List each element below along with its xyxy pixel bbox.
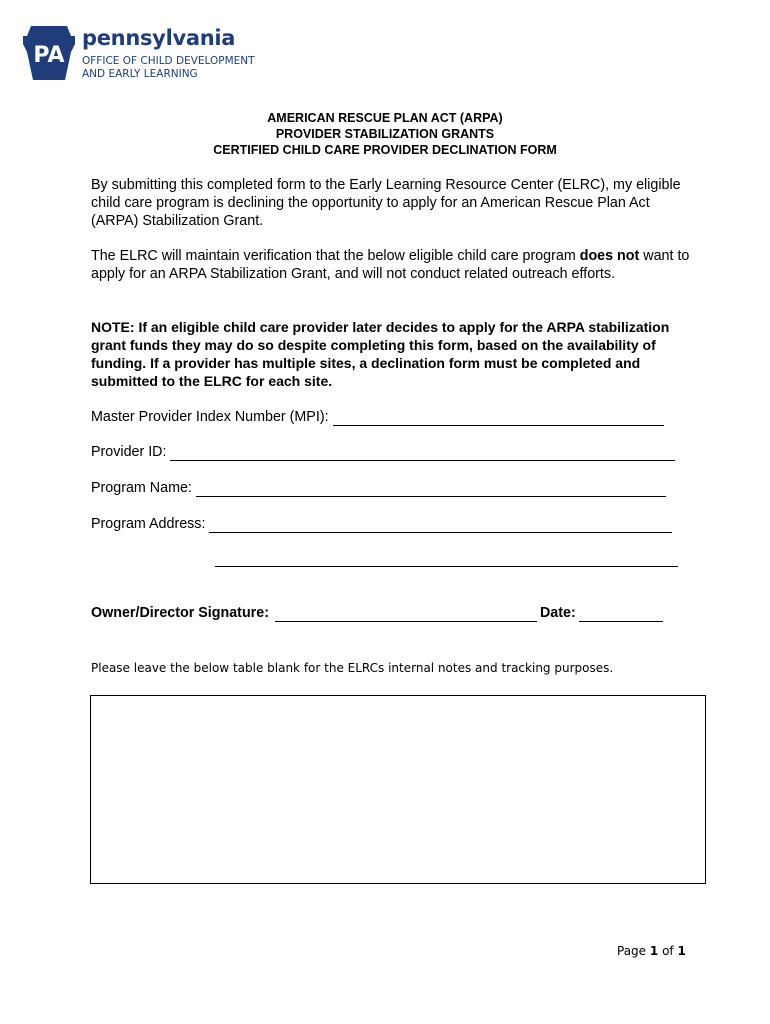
- program-name-label: Program Name:: [91, 480, 192, 496]
- leave-blank-instruction: Please leave the below table blank for the ELRCs internal notes and tracking purposes.: [91, 661, 614, 675]
- note-paragraph: NOTE: If an eligible child care provider later decides to apply for the ARPA stabilization grant funds they may do so despite completing this form, based on the availability of funding. If a provider has multiple sites, a declination form must be completed and submitted to the ELRC for each site.: [91, 319, 670, 389]
- provider-id-input-line[interactable]: [170, 446, 675, 461]
- verification-text-end: want to apply for an ARPA Stabilization Grant, and will not conduct related outreach efforts.: [91, 248, 690, 282]
- title-line3: CERTIFIED CHILD CARE PROVIDER DECLINATION FORM: [213, 143, 557, 157]
- intro-paragraph: By submitting this completed form to the Early Learning Resource Center (ELRC), my eligible child care program is declining the opportunity to apply for an American Rescue Plan Act (ARPA) Stabilization Grant.: [91, 177, 681, 229]
- program-name-field: [91, 479, 666, 497]
- verification-text-start: The ELRC will maintain verification that the below eligible child care program: [91, 248, 580, 264]
- page-word: Page: [617, 944, 647, 958]
- verification-paragraph: [91, 247, 691, 283]
- page-total: 1: [677, 944, 686, 958]
- form-title: [0, 110, 770, 158]
- signature-input-line[interactable]: [275, 607, 537, 622]
- brand-sub-line2: AND EARLY LEARNING: [82, 68, 198, 80]
- date-input-line[interactable]: [579, 607, 663, 622]
- page-of: of: [662, 944, 674, 958]
- mpi-label: Master Provider Index Number (MPI):: [91, 409, 329, 425]
- mpi-input-line[interactable]: [333, 411, 664, 426]
- mpi-field: [91, 408, 664, 426]
- program-address-field: [91, 515, 672, 533]
- signature-label: Owner/Director Signature:: [91, 605, 269, 621]
- keystone-icon: [21, 24, 77, 80]
- pennsylvania-logo: [21, 24, 261, 84]
- brand-name: pennsylvania: [82, 26, 236, 50]
- page-number: [617, 944, 686, 958]
- date-label: Date:: [539, 605, 576, 621]
- logo-text: PA: [33, 43, 65, 68]
- program-address-label: Program Address:: [91, 516, 206, 532]
- internal-notes-box[interactable]: [90, 695, 706, 884]
- verification-emphasis: does not: [579, 248, 640, 264]
- provider-id-field: [91, 443, 675, 461]
- signature-field: [91, 604, 663, 622]
- brand-sub-line1: OFFICE OF CHILD DEVELOPMENT: [82, 55, 255, 67]
- program-address-input-line[interactable]: [209, 518, 672, 533]
- program-address-input-line-2[interactable]: [215, 566, 678, 567]
- program-name-input-line[interactable]: [196, 482, 666, 497]
- page-current: 1: [649, 944, 659, 958]
- title-line2: PROVIDER STABILIZATION GRANTS: [275, 127, 495, 141]
- provider-id-label: Provider ID:: [91, 444, 167, 460]
- title-line1: AMERICAN RESCUE PLAN ACT (ARPA): [267, 111, 503, 125]
- brand-subtitle: [82, 55, 255, 81]
